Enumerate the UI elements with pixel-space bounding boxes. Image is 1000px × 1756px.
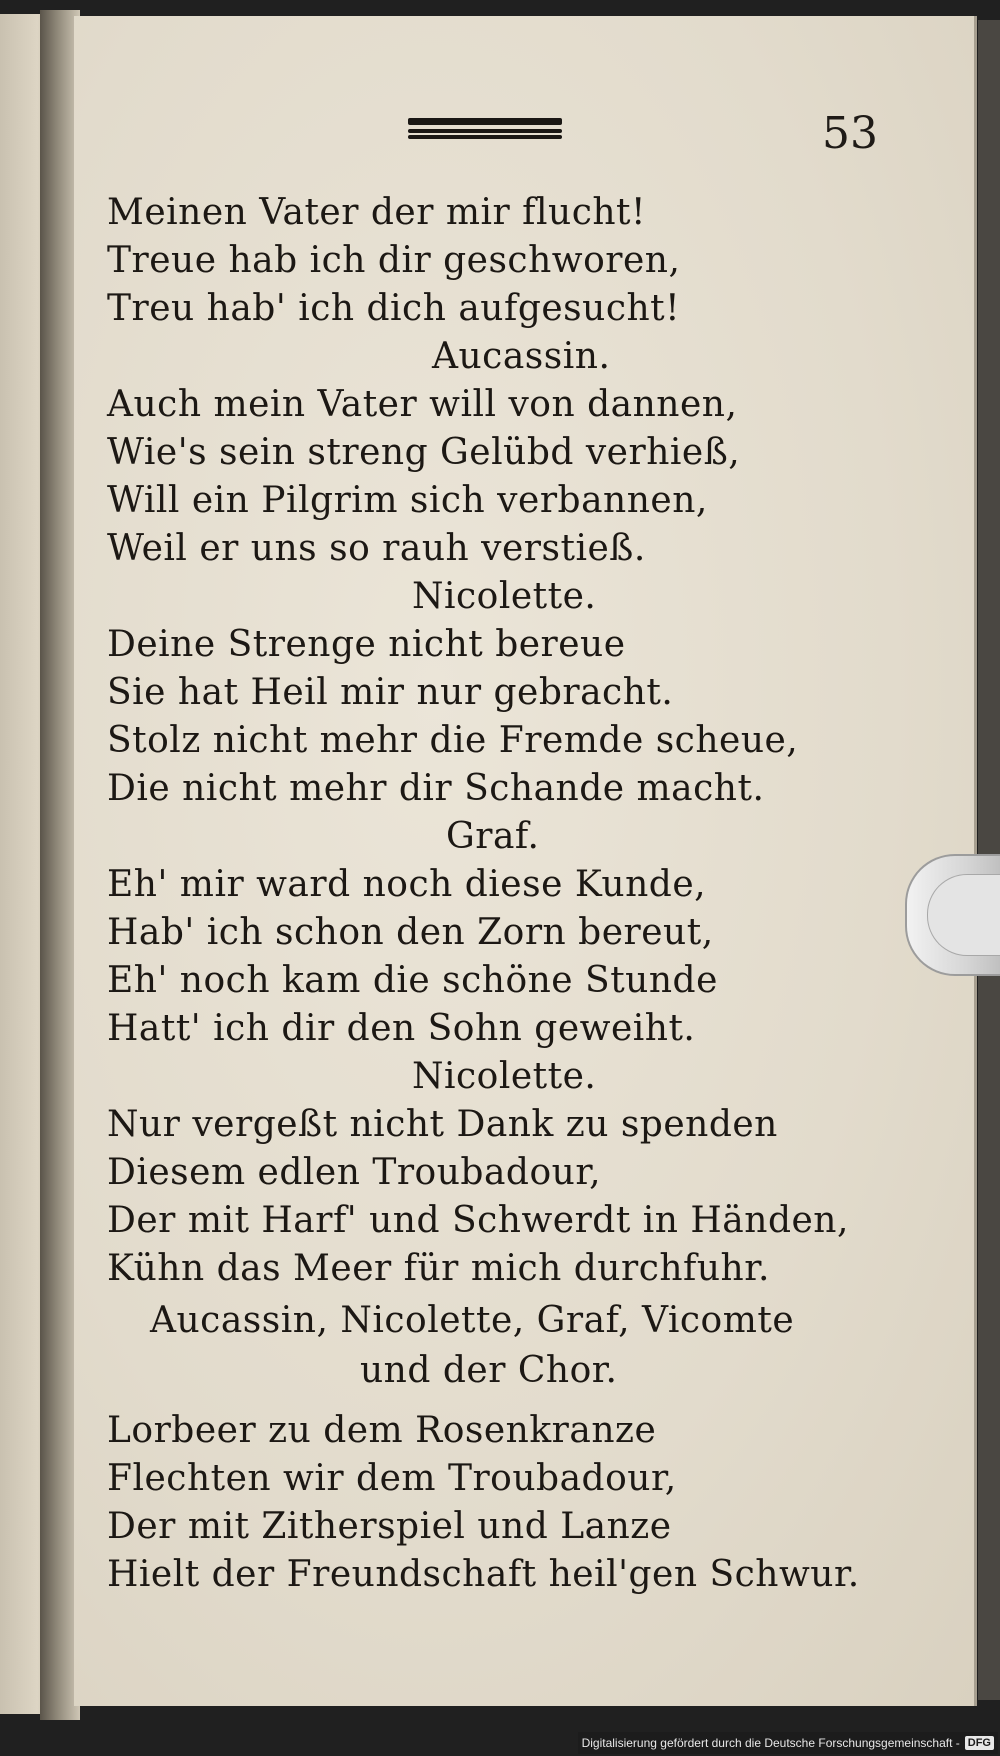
digitization-credit	[578, 1732, 998, 1754]
credit-text: Digitalisierung gefördert durch die Deutsche Forschungsgemeinschaft -	[581, 1736, 960, 1750]
verse-line: Deine Strenge nicht bereue	[107, 624, 626, 665]
speaker-name: Aucassin.	[432, 336, 611, 377]
verse-line: Wie's sein streng Gelübd verhieß,	[107, 432, 741, 473]
dfg-logo: DFG	[965, 1736, 994, 1750]
verse-line: Die nicht mehr dir Schande macht.	[107, 768, 765, 809]
verse-line: Nur vergeßt nicht Dank zu spenden	[107, 1104, 778, 1145]
verse-line: Weil er uns so rauh verstieß.	[107, 528, 646, 569]
verse-line: Der mit Harf' und Schwerdt in Händen,	[107, 1200, 849, 1241]
header-rule	[408, 118, 562, 139]
page-clip	[905, 854, 1000, 976]
verse-line: Kühn das Meer für mich durchfuhr.	[107, 1248, 770, 1289]
page-clip-inner	[927, 874, 1000, 956]
page-number: 53	[822, 108, 878, 159]
verse-line: Stolz nicht mehr die Fremde scheue,	[107, 720, 799, 761]
verse-line: Sie hat Heil mir nur gebracht.	[107, 672, 674, 713]
verse-line: Treue hab ich dir geschworen,	[107, 240, 681, 281]
verse-line: Diesem edlen Troubadour,	[107, 1152, 602, 1193]
verse-line: Hab' ich schon den Zorn bereut,	[107, 912, 714, 953]
verse-line: Eh' mir ward noch diese Kunde,	[107, 864, 707, 905]
verse-line: Hatt' ich dir den Sohn geweiht.	[107, 1008, 696, 1049]
speaker-name: und der Chor.	[360, 1350, 618, 1391]
speaker-name: Nicolette.	[412, 1056, 597, 1097]
speaker-name: Aucassin, Nicolette, Graf, Vicomte	[150, 1300, 795, 1341]
verse-line: Meinen Vater der mir flucht!	[107, 192, 646, 233]
verse-line: Will ein Pilgrim sich verbannen,	[107, 480, 708, 521]
speaker-name: Nicolette.	[412, 576, 597, 617]
verse-line: Lorbeer zu dem Rosenkranze	[107, 1410, 657, 1451]
verse-line: Hielt der Freundschaft heil'gen Schwur.	[107, 1554, 860, 1595]
verse-line: Treu hab' ich dich aufgesucht!	[107, 288, 681, 329]
verse-line: Der mit Zitherspiel und Lanze	[107, 1506, 672, 1547]
verse-line: Auch mein Vater will von dannen,	[107, 384, 738, 425]
speaker-name: Graf.	[446, 816, 540, 857]
verse-line: Eh' noch kam die schöne Stunde	[107, 960, 718, 1001]
verse-line: Flechten wir dem Troubadour,	[107, 1458, 677, 1499]
